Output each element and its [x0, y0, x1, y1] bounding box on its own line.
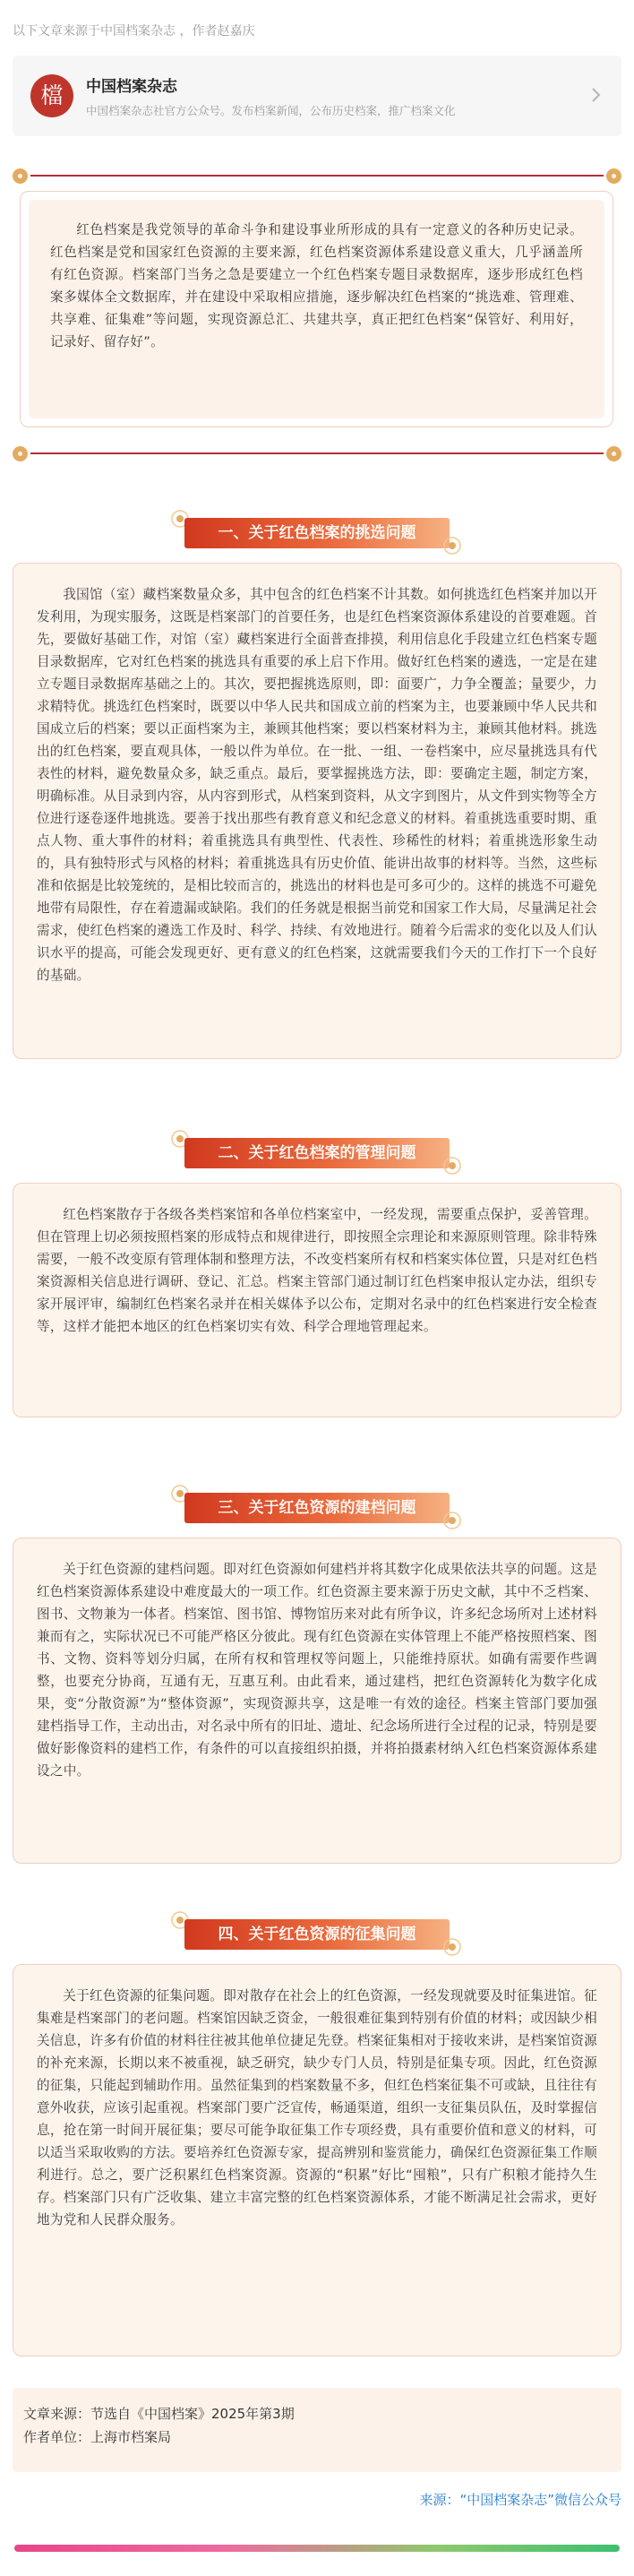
- corner-ornament-icon: [442, 1511, 462, 1530]
- section-body: 关于红色资源的建档问题。即对红色资源如何建档并将其数字化成果依法共享的问题。这是红色档案资源体系建设中难度最大的一项工作。红色资源主要来源于历史文献，其中不乏档案、图书、文物兼为一体者。档案馆、图书馆、博物馆历来对此有所争议，许多纪念场所对上述材料兼而有之，实际状况已不可能严格区分彼此。现有红色资源在实体管理上不能严格按照档案、图书、文物、资料等划分归属，在所有权和管理权等问题上，只能维持原状。如确有需要作些调整，也要充分协商，互通有无，互惠互利。由此看来，通过建档，把红色资源转化为数字化成果，变“分散资源”为“整体资源”，实现资源共享，这是唯一有效的途径。档案主管部门要加强建档指导工作，主动出击，对名录中所有的旧址、遗址、纪念场所进行全过程的记录，特别是要做好影像资料的建档工作，有条件的可以直接组织拍摄，并将拍摄素材纳入红色档案资源体系建设之中。: [37, 1562, 597, 1779]
- wechat-source-link[interactable]: 来源：“中国档案杂志”微信公众号: [419, 2492, 621, 2508]
- corner-ornament-icon: [442, 1937, 462, 1957]
- bottom-gradient-bar: [14, 2545, 620, 2552]
- chevron-right-icon[interactable]: [586, 85, 605, 105]
- account-logo: 檔: [30, 74, 73, 117]
- corner-ornament-icon: [442, 1156, 462, 1176]
- section-card-1: [13, 563, 621, 1059]
- intro-card: [29, 200, 604, 418]
- article-source-line: 文章来源：节选自《中国档案》2025年第3期: [23, 2406, 295, 2422]
- section-title: 三、关于红色资源的建档问题: [184, 1493, 450, 1523]
- section-card-4: [13, 1964, 621, 2356]
- section-body: 关于红色资源的征集问题。即对散存在社会上的红色资源，一经发现就要及时征集进馆。征集难是档案部门的老问题。档案馆因缺乏资金，一般很难征集到特别有价值的材料；或因缺少相关信息，许多有价值的材料往往被其他单位捷足先登。档案征集相对于接收来讲，是档案馆资源的补充来源，长期以来不被重视，缺乏研究，缺少专门人员，特别是征集专项。因此，红色资源的征集，只能起到辅助作用。虽然征集到的档案数量不多，但红色档案征集不可或缺，且往往有意外收获，应该引起重视。档案部门要广泛宣传，畅通渠道，组织一支征集员队伍，及时掌握信息，抢在第一时间开展征集；要尽可能争取征集工作专项经费，具有重要价值和意义的材料，可以适当采取收购的方法。要培养红色资源专家，提高辨别和鉴赏能力，确保红色资源征集工作顺利进行。总之，要广泛积累红色档案资源。资源的“积累”好比“囤粮”，只有广积粮才能持久生存。档案部门只有广泛收集、建立丰富完整的红色档案资源体系，才能不断满足社会需求，更好地为党和人民群众服务。: [37, 1988, 597, 2227]
- dot-ornament-icon: [13, 168, 28, 184]
- section-title: 四、关于红色资源的征集问题: [184, 1919, 450, 1950]
- section-heading-1: [0, 514, 634, 552]
- section-body: 红色档案散存于各级各类档案馆和各单位档案室中，一经发现，需要重点保护，妥善管理。但在管理上切必须按照档案的形成特点和规律进行，即按照全宗理论和来源原则管理。除非特殊需要，一般不改变原有管理体制和整理方法，不改变档案所有权和档案实体位置，只是对红色档案资源相关信息进行调研、登记、汇总。档案主管部门通过制订红色档案申报认定办法，组织专家开展评审，编制红色档案名录并在相关媒体予以公布，定期对名录中的红色档案进行安全检查等，这样才能把本地区的红色档案切实有效、科学合理地管理起来。: [37, 1207, 597, 1334]
- dot-ornament-icon: [606, 168, 621, 184]
- corner-ornament-icon: [442, 536, 462, 556]
- section-heading-2: [0, 1134, 634, 1172]
- dot-ornament-icon: [13, 446, 28, 461]
- author-unit-line: 作者单位：上海市档案局: [23, 2429, 172, 2445]
- account-name: 中国档案杂志: [86, 78, 177, 96]
- account-description: 中国档案杂志社官方公众号。发布档案新闻，公布历史档案，推广档案文化: [86, 104, 456, 117]
- article-preface: 以下文章来源于中国档案杂志 ，作者赵嘉庆: [13, 24, 255, 39]
- divider-top: [30, 175, 604, 177]
- section-body: 我国馆（室）藏档案数量众多，其中包含的红色档案不计其数。如何挑选红色档案并加以开发利用，为现实服务，这既是档案部门的首要任务，也是红色档案资源体系建设的首要难题。首先，要做好基础工作，对馆（室）藏档案进行全面普查排摸，利用信息化手段建立红色档案专题目录数据库，它对红色档案的挑选具有重要的承上启下作用。做好红色档案的遴选，一定是在建立专题目录数据库基础之上的。其次，要把握挑选原则，即：面要广，力争全覆盖；量要少，力求精特优。挑选红色档案时，既要以中华人民共和国成立前的档案为主，也要兼顾中华人民共和国成立后的档案；要以正面档案为主，兼顾其他档案；要以档案材料为主，兼顾其他材料。挑选出的红色档案，要直观具体，一般以件为单位。在一批、一组、一卷档案中，应尽量挑选具有代表性的材料，避免数量众多，缺乏重点。最后，要掌握挑选方法，即：要确定主题，制定方案，明确标准。从目录到内容，从内容到形式，从档案到资料，从文字到图片，从文件到实物等全方位进行逐卷逐件地挑选。要善于找出那些有教育意义和纪念意义的材料。着重挑选重要时期、重点人物、重大事件的材料；着重挑选具有典型性、代表性、珍稀性的材料；着重挑选形象生动的，具有独特形式与风格的材料；着重挑选具有历史价值、能讲出故事的材料等。当然，这些标准和依据是比较笼统的，是相比较而言的，挑选出的材料也是可多可少的。这样的挑选不可避免地带有局限性，存在着遗漏或缺陷。我们的任务就是根据当前党和国家工作大局，尽量满足社会需求，使红色档案的遴选工作及时、科学、持续、有效地进行。随着今后需求的变化以及人们认识水平的提高，可能会发现更好、更有意义的红色档案，这就需要我们今天的工作打下一个良好的基础。: [37, 587, 597, 983]
- intro-paragraph: 红色档案是我党领导的革命斗争和建设事业所形成的具有一定意义的各种历史记录。红色档案是党和国家红色资源的主要来源，红色档案资源体系建设意义重大，几乎涵盖所有红色资源。档案部门当务之急是要建立一个红色档案专题目录数据库，逐步形成红色档案多媒体全文数据库，并在建设中采取相应措施，逐步解决红色档案的“挑选难、管理难、共享难、征集难”等问题，实现资源总汇、共建共享，真正把红色档案“保管好、利用好，记录好、留存好”。: [50, 222, 583, 349]
- account-card[interactable]: [13, 56, 621, 136]
- section-card-2: [13, 1183, 621, 1417]
- footer-box: [13, 2388, 621, 2472]
- section-title: 一、关于红色档案的挑选问题: [184, 518, 450, 548]
- dot-ornament-icon: [606, 446, 621, 461]
- section-title: 二、关于红色档案的管理问题: [184, 1138, 450, 1168]
- divider-bottom: [30, 452, 604, 454]
- section-heading-4: [0, 1916, 634, 1953]
- section-card-3: [13, 1538, 621, 1864]
- section-heading-3: [0, 1489, 634, 1527]
